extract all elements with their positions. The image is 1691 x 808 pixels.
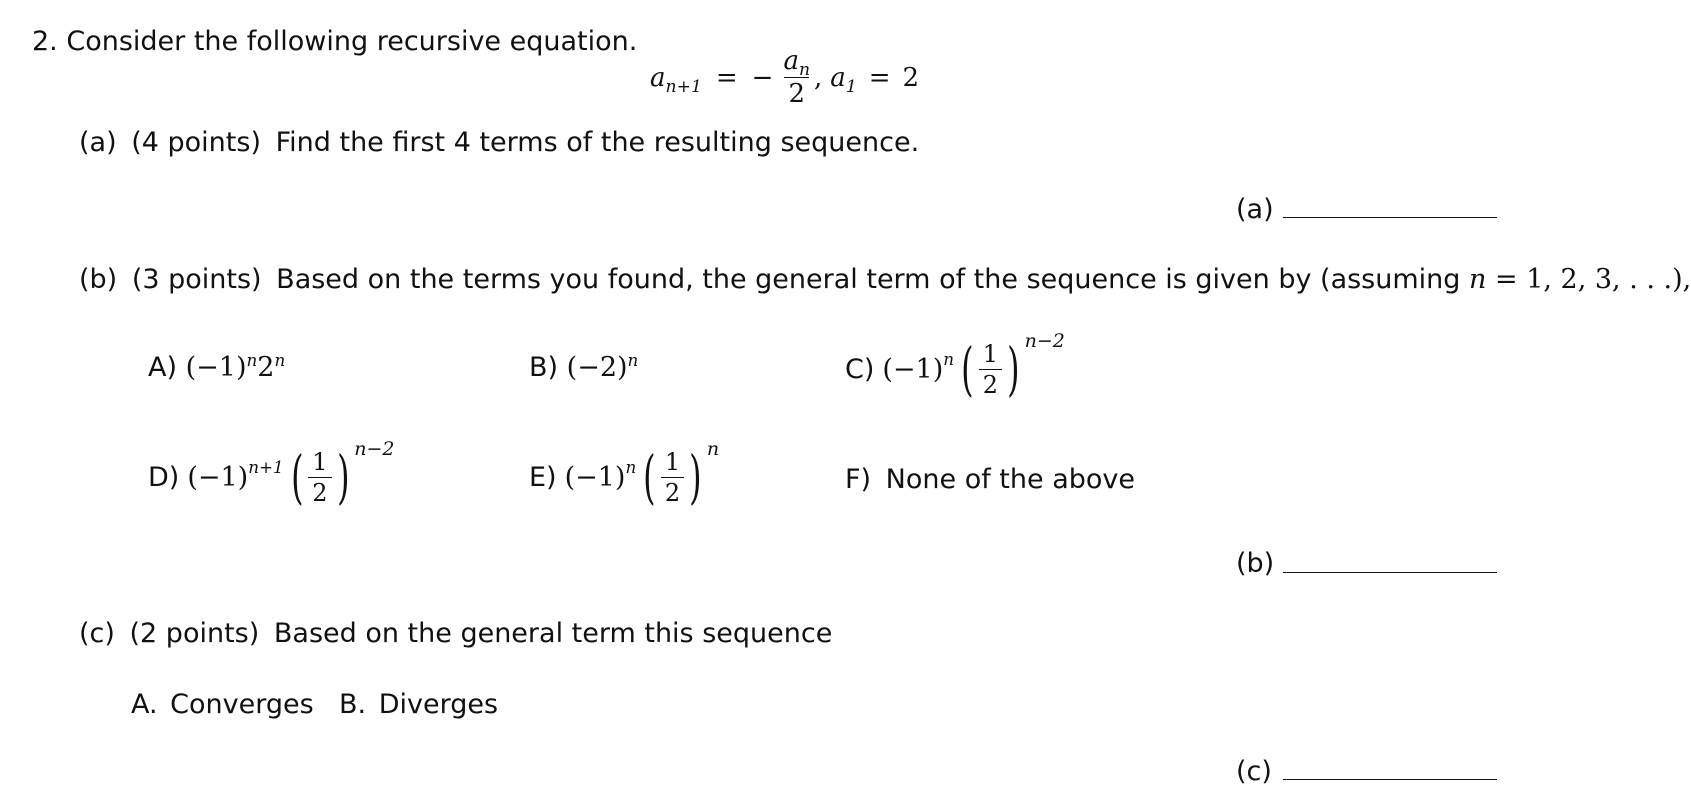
problem-number: 2. <box>32 26 58 57</box>
part-b-answer-label: (b) <box>1236 548 1275 579</box>
option-f[interactable]: F) None of the above <box>845 464 1135 495</box>
recursive-equation: $a_{n+1}$ = − $\frac{a_n}{2}$ , $a_1$ = 2 <box>650 46 920 109</box>
option-a[interactable]: A) $(-1)^n2^n$ <box>148 349 286 383</box>
eq-init: $a_1$ <box>830 62 857 97</box>
eq-equals: = <box>715 62 738 93</box>
part-a-question: (a) (4 points) Find the first 4 terms of the resulting sequence. <box>79 127 920 158</box>
option-c[interactable]: C) (−1) n ( $\frac{1}{2}$ ) n−2 <box>845 330 1065 403</box>
option-e[interactable]: E) (−1) n ( $\frac{1}{2}$ ) n <box>529 438 720 511</box>
eq-lhs: $a_{n+1}$ <box>650 62 702 97</box>
part-c-option-a[interactable]: A. Converges <box>131 689 314 720</box>
part-c-question: (c) (2 points) Based on the general term this sequence <box>79 618 833 649</box>
eq-minus: − <box>751 62 774 93</box>
option-d[interactable]: D) (−1) n+1 ( $\frac{1}{2}$ ) n−2 <box>148 438 395 511</box>
part-b-answer-line[interactable] <box>1283 572 1497 573</box>
part-a-answer-line[interactable] <box>1283 217 1497 218</box>
problem-intro <box>32 26 637 57</box>
option-b[interactable]: B) $(-2)^n$ <box>529 349 639 383</box>
part-a-answer-label: (a) <box>1236 194 1274 225</box>
eq-comma: , <box>814 62 823 93</box>
problem-intro-text: Consider the following recursive equation. <box>66 26 638 57</box>
part-c-answer-line[interactable] <box>1283 779 1497 780</box>
eq-fraction: $\frac{a_n}{2}$ <box>783 46 811 109</box>
part-c-answer-label: (c) <box>1236 756 1272 787</box>
part-c-option-b[interactable]: B. Diverges <box>339 689 499 720</box>
part-b-question: (b) (3 points) Based on the terms you found, the general term of the sequence is given by (assuming n = 1, 2, 3, . . .), <box>79 264 1691 295</box>
